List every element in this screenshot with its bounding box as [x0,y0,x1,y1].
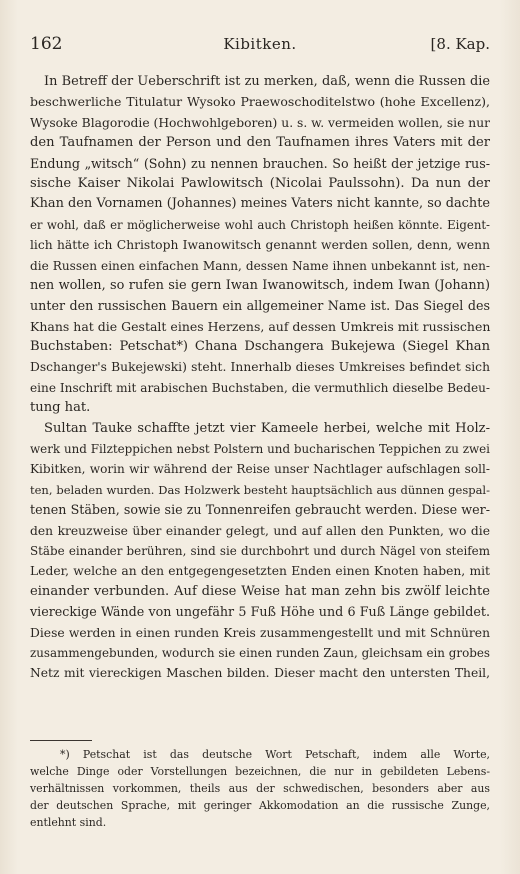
footnote [30,746,490,831]
text-line: eine Inschrift mit arabischen Buchstaben, die vermuthlich dieselbe Bedeu- [30,380,490,395]
text-line: er wohl, daß er möglicherweise wohl auch Christoph heißen könnte. Eigent- [30,217,490,232]
footnote-line: entlehnt sind. [30,816,107,829]
text-line: Buchstaben: Petschat*) Chana Dschangera Bukejewa (Siegel Khan [30,339,490,355]
text-line: nen wollen, so rufen sie gern Iwan Iwanowitsch, indem Iwan (Johann) [30,277,490,293]
text-line: Diese werden in einen runden Kreis zusammengestellt und mit Schnüren [30,625,490,640]
text-line: unter den russischen Bauern ein allgemeiner Name ist. Das Siegel des [30,298,490,314]
text-line: Wysoke Blagorodie (Hochwohlgeboren) u. s. w. vermeiden wollen, sie nur [30,115,490,130]
text-line: Khans hat die Gestalt eines Herzens, auf dessen Umkreis mit russischen [30,318,491,334]
footnote-line: verhältnissen vorkommen, theils aus der schwedischen, besonders aber aus [30,782,490,795]
text-line: sische Kaiser Nikolai Pawlowitsch (Nicolai Paulssohn). Da nun der [30,175,490,191]
body-text [30,72,490,684]
running-header [30,34,490,56]
text-line: werk und Filzteppichen nebst Polstern und bucharischen Teppichen zu zwei [30,442,490,457]
text-line: Khan den Vornamen (Johannes) meines Vaters nicht kannte, so dachte [30,196,490,212]
text-line: zusammengebunden, wodurch sie einen runden Zaun, gleichsam ein grobes [30,645,490,660]
text-line: die Russen einen einfachen Mann, dessen Name ihnen unbekannt ist, nen- [30,258,490,273]
footnote-line: *) Petschat ist das deutsche Wort Petschaft, indem alle Worte, [60,748,490,761]
footnote-divider [30,740,92,741]
text-line: viereckige Wände von ungefähr 5 Fuß Höhe und 6 Fuß Länge gebildet. [30,604,490,620]
footnote-line: welche Dinge oder Vorstellungen bezeichnen, die nur in gebildeten Lebens- [30,765,490,778]
text-line: Dschanger's Bukejewski) steht. Innerhalb dieses Umkreises befindet sich [30,360,490,375]
text-line: lich hätte ich Christoph Iwanowitsch genannt werden sollen, denn, wenn [30,238,490,253]
running-title: Kibitken. [223,35,297,53]
page-number: 162 [30,34,63,54]
chapter-label: [8. Kap. [430,35,490,53]
text-line: tung hat. [30,400,91,416]
footnote-line: der deutschen Sprache, mit geringer Akkomodation an die russische Zunge, [30,799,490,812]
text-line: beschwerliche Titulatur Wysoko Praewoschoditelstwo (hohe Excellenz), [30,94,490,110]
text-line: Kibitken, worin wir während der Reise unser Nachtlager aufschlagen soll- [30,462,490,477]
text-line: In Betreff der Ueberschrift ist zu merken, daß, wenn die Russen die [44,74,490,89]
text-line: Netz mit viereckigen Maschen bilden. Dieser macht den untersten Theil, [30,666,490,681]
text-line: den kreuzweise über einander gelegt, und auf allen den Punkten, wo die [30,523,490,538]
text-line: Stäbe einander berühren, sind sie durchbohrt und durch Nägel von steifem [30,543,490,558]
text-line: Leder, welche an den entgegengesetzten Enden einen Knoten haben, mit [30,564,490,579]
text-line: Endung „witsch“ (Sohn) zu nennen brauchen. So heißt der jetzige rus- [30,155,490,171]
text-line: tenen Stäben, sowie sie zu Tonnenreifen gebraucht werden. Diese wer- [30,502,490,518]
text-line: einander verbunden. Auf diese Weise hat man zehn bis zwölf leichte [30,583,490,599]
text-line: ten, beladen wurden. Das Holzwerk besteht hauptsächlich aus dünnen gespal- [30,482,490,497]
text-line: den Taufnamen der Person und den Taufnamen ihres Vaters mit der [30,135,490,151]
text-line: Sultan Tauke schaffte jetzt vier Kameele herbei, welche mit Holz- [44,420,490,436]
